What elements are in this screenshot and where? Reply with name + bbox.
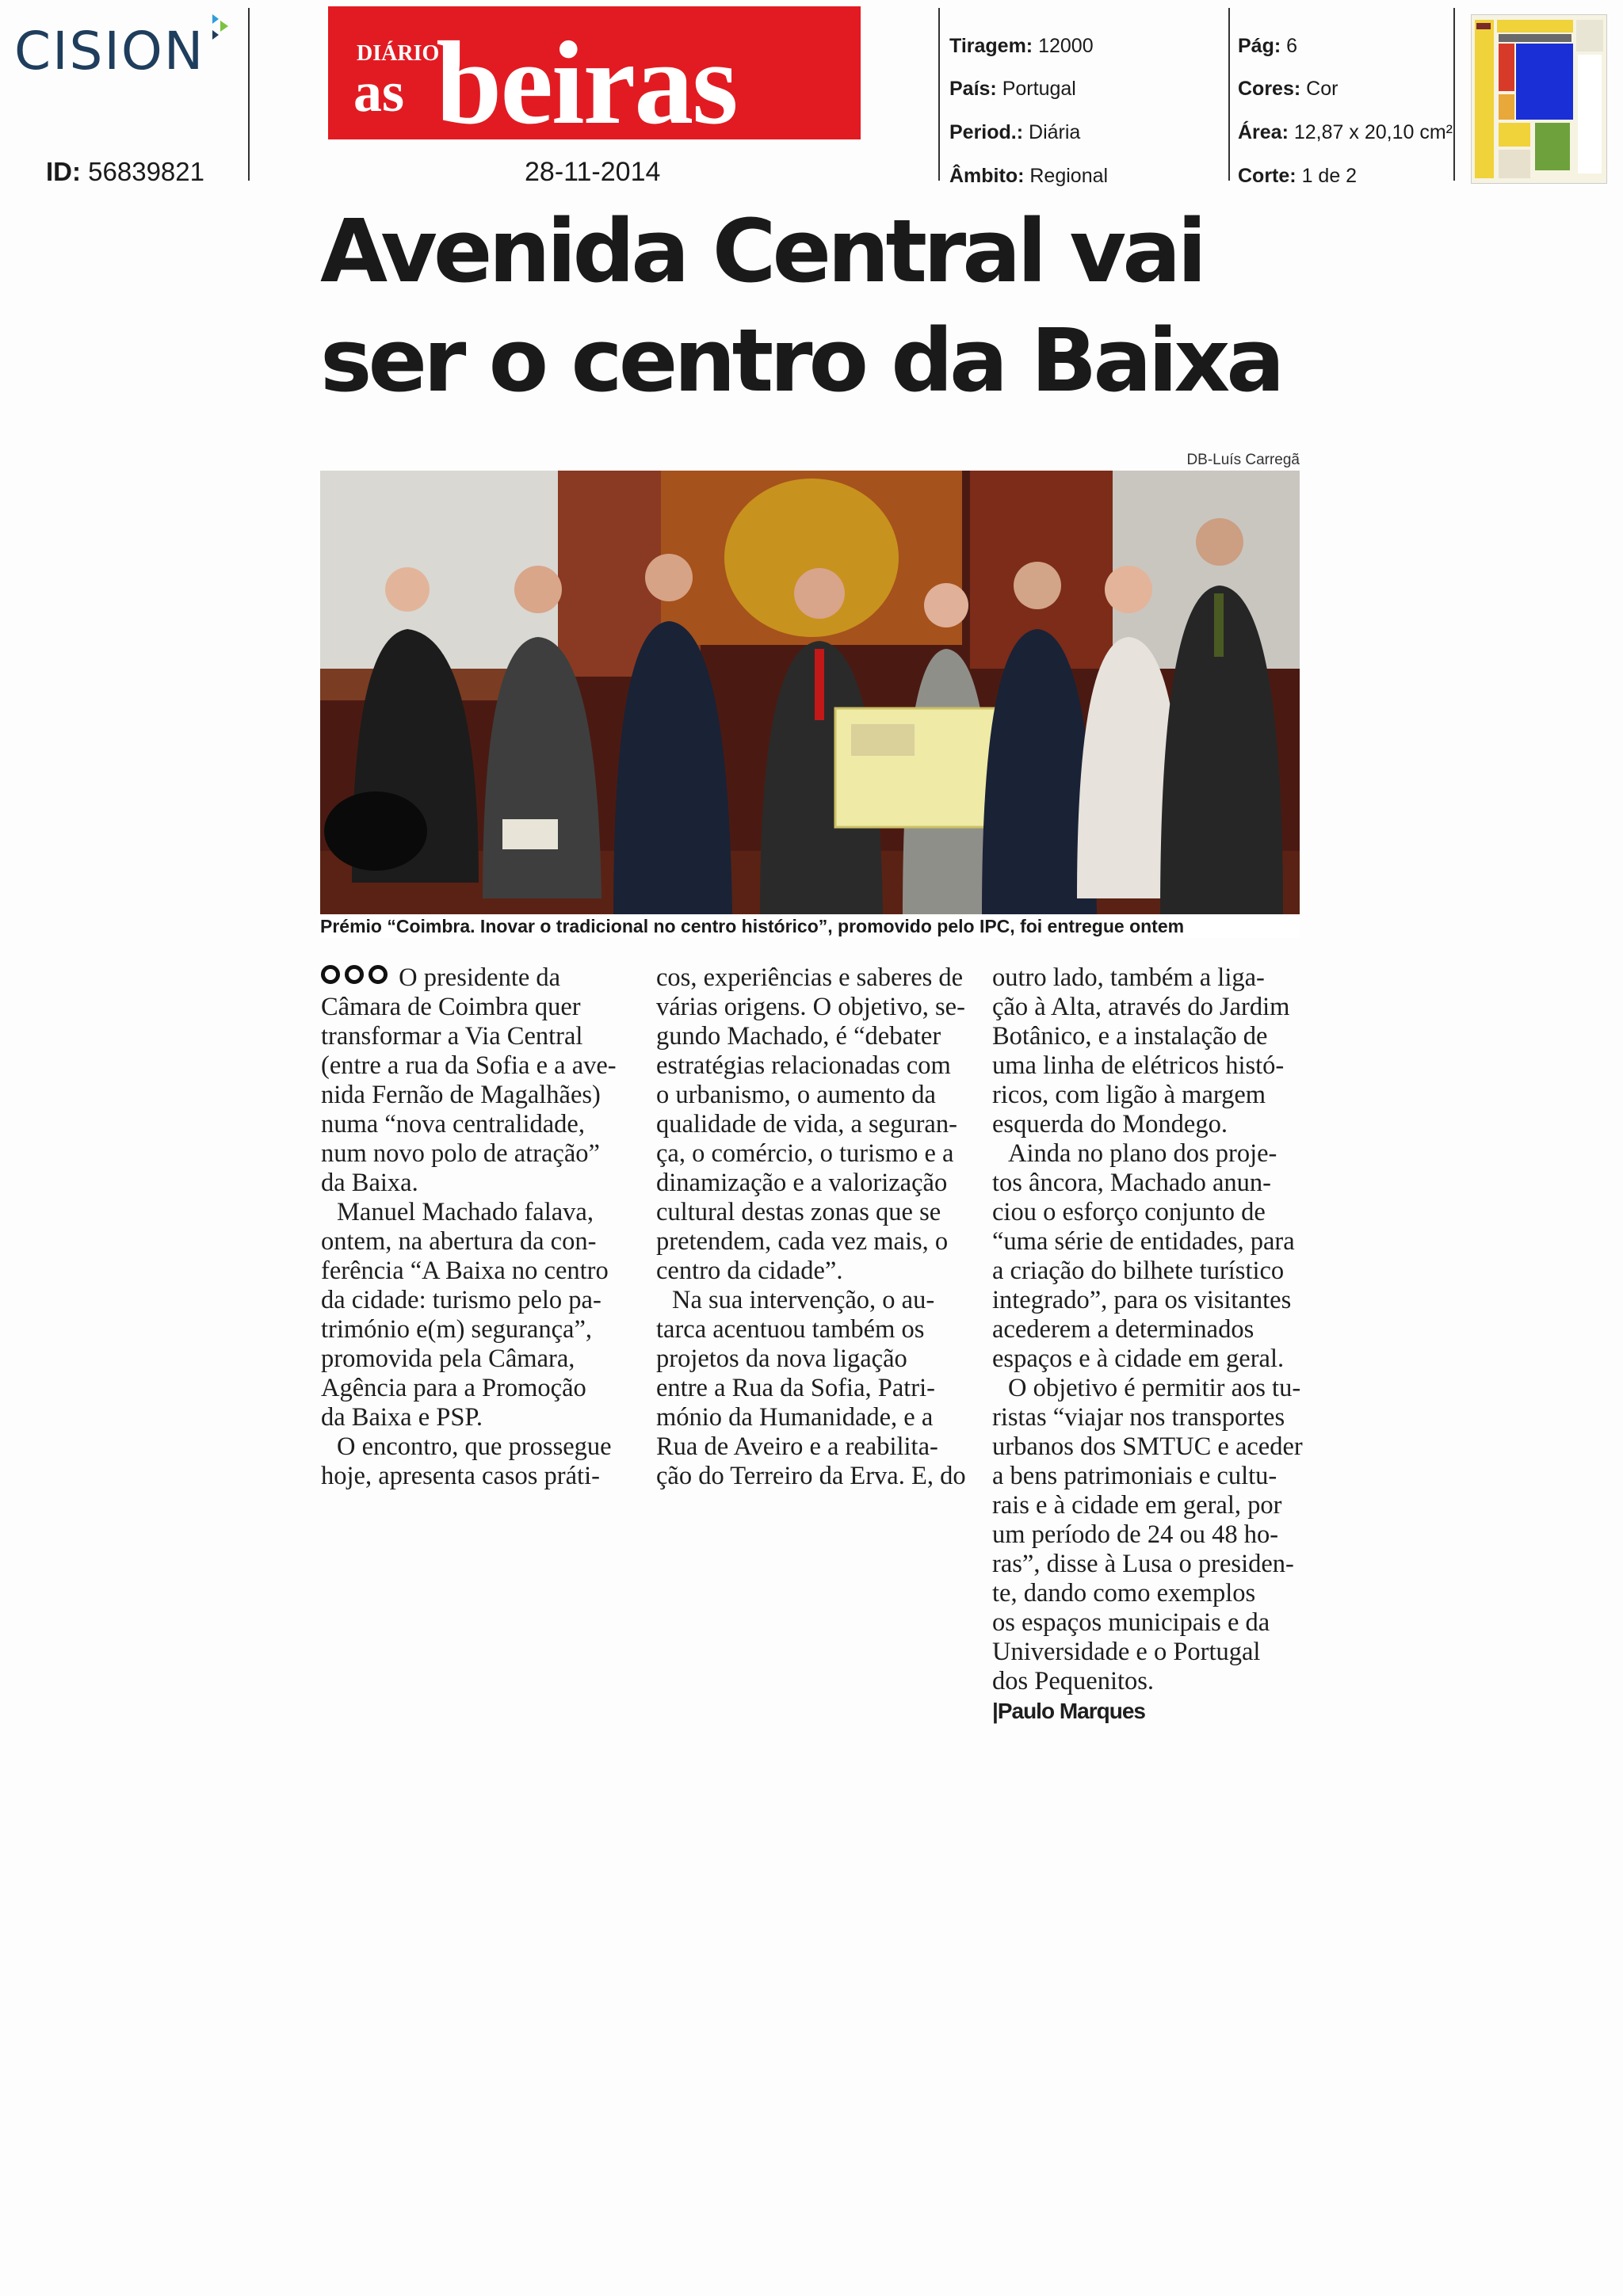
meta-period: Period.: Diária xyxy=(949,121,1081,143)
text-line: hoje, apresenta casos práti- xyxy=(321,1462,600,1490)
cision-mark-icon xyxy=(211,13,235,41)
publication-date: 28-11-2014 xyxy=(525,157,661,187)
text-line: estratégias relacionadas com xyxy=(656,1051,951,1080)
text-line: O objetivo é permitir aos tu- xyxy=(1008,1374,1301,1402)
text-line: tarca acentuou também os xyxy=(656,1315,925,1344)
text-line: pretendem, cada vez mais, o xyxy=(656,1227,949,1256)
text-line: gundo Machado, é “debater xyxy=(656,1022,941,1051)
headline-line: ser o centro da Baixa xyxy=(320,310,1281,411)
meta-tiragem: Tiragem: 12000 xyxy=(949,35,1094,57)
text-line: a criação do bilhete turístico xyxy=(992,1257,1285,1285)
text-line: o urbanismo, o aumento da xyxy=(656,1081,936,1109)
text-line: tos âncora, Machado anun- xyxy=(992,1169,1271,1197)
text-line: Manuel Machado falava, xyxy=(337,1198,594,1226)
text-line: da cidade: turismo pelo pa- xyxy=(321,1286,601,1314)
article-column-3 xyxy=(992,963,1301,1726)
text-line: outro lado, também a liga- xyxy=(992,963,1265,992)
text-line: acederem a determinados xyxy=(992,1315,1254,1344)
byline: |Paulo Marques xyxy=(992,1699,1145,1723)
text-line: Câmara de Coimbra quer xyxy=(321,993,581,1021)
text-line: promovida pela Câmara, xyxy=(321,1344,575,1373)
text-line: ontem, na abertura da con- xyxy=(321,1227,597,1256)
photo-credit: DB-Luís Carregã xyxy=(1186,452,1300,468)
divider xyxy=(938,8,940,181)
meta-pag: Pág: 6 xyxy=(1238,35,1298,57)
text-line: num novo polo de atração” xyxy=(321,1139,600,1168)
text-line: Botânico, e a instalação de xyxy=(992,1022,1268,1051)
text-line: (entre a rua da Sofia e a ave- xyxy=(321,1051,617,1080)
text-line: esquerda do Mondego. xyxy=(992,1110,1228,1138)
meta-ambito: Âmbito: Regional xyxy=(949,165,1109,187)
photo-caption: Prémio “Coimbra. Inovar o tradicional no centro histórico”, promovido pelo IPC, foi entregue ontem xyxy=(320,914,1300,938)
page-thumbnail xyxy=(1471,14,1607,184)
meta-area: Área: 12,87 x 20,10 cm² xyxy=(1238,121,1453,143)
text-line: cos, experiências e saberes de xyxy=(656,963,964,992)
text-line: espaços e à cidade em geral. xyxy=(992,1344,1285,1373)
text-line: Universidade e o Portugal xyxy=(992,1638,1261,1666)
text-line: entre a Rua da Sofia, Patri- xyxy=(656,1374,935,1402)
text-line: mónio da Humanidade, e a xyxy=(656,1403,934,1432)
text-line: integrado”, para os visitantes xyxy=(992,1286,1292,1314)
article-column-1 xyxy=(321,963,630,1491)
divider xyxy=(1228,8,1230,181)
meta-corte: Corte: 1 de 2 xyxy=(1238,165,1358,187)
text-line: ricos, com ligão à margem xyxy=(992,1081,1266,1109)
masthead: DIÁRIO as beiras xyxy=(328,6,861,139)
cision-logo: CISION xyxy=(14,21,205,82)
text-line: centro da cidade”. xyxy=(656,1257,843,1285)
text-line: ção do Terreiro da Erva. E, do xyxy=(656,1462,966,1490)
text-line: urbanos dos SMTUC e aceder xyxy=(992,1432,1303,1461)
text-line: Rua de Aveiro e a reabilita- xyxy=(656,1432,938,1461)
text-line: várias origens. O objetivo, se- xyxy=(656,993,965,1021)
bullet-icon xyxy=(321,963,392,992)
text-line: O encontro, que prossegue xyxy=(337,1432,612,1461)
meta-cores: Cores: Cor xyxy=(1238,78,1338,100)
text-line: rais e à cidade em geral, por xyxy=(992,1491,1282,1520)
headline-line: Avenida Central vai xyxy=(320,200,1204,302)
text-line: trimónio e(m) segurança”, xyxy=(321,1315,593,1344)
text-line: Ainda no plano dos proje- xyxy=(1008,1139,1277,1168)
clip-id: ID: 56839821 xyxy=(46,157,204,186)
headline xyxy=(320,196,1350,415)
article-column-2 xyxy=(656,963,965,1491)
text-line: da Baixa e PSP. xyxy=(321,1403,483,1432)
text-line: a bens patrimoniais e cultu- xyxy=(992,1462,1277,1490)
text-line: Na sua intervenção, o au- xyxy=(672,1286,935,1314)
text-line: Agência para a Promoção xyxy=(321,1374,586,1402)
article-photo xyxy=(320,471,1300,914)
text-line: ras”, disse à Lusa o presiden- xyxy=(992,1550,1294,1578)
divider xyxy=(248,8,250,181)
text-line: qualidade de vida, a seguran- xyxy=(656,1110,957,1138)
text-line: ciou o esforço conjunto de xyxy=(992,1198,1266,1226)
text-line: ça, o comércio, o turismo e a xyxy=(656,1139,954,1168)
text-line: ção à Alta, através do Jardim xyxy=(992,993,1290,1021)
text-line: numa “nova centralidade, xyxy=(321,1110,585,1138)
text-line: te, dando como exemplos xyxy=(992,1579,1256,1608)
text-line: dos Pequenitos. xyxy=(992,1667,1155,1695)
text-line: os espaços municipais e da xyxy=(992,1608,1270,1637)
text-line: O presidente da xyxy=(321,963,630,993)
text-line: ferência “A Baixa no centro xyxy=(321,1257,609,1285)
text-line: “uma série de entidades, para xyxy=(992,1227,1295,1256)
text-line: um período de 24 ou 48 ho- xyxy=(992,1520,1279,1549)
text-line: uma linha de elétricos histó- xyxy=(992,1051,1285,1080)
meta-pais: País: Portugal xyxy=(949,78,1076,100)
text-line: dinamização e a valorização xyxy=(656,1169,948,1197)
text-line: nida Fernão de Magalhães) xyxy=(321,1081,601,1109)
text-line: transformar a Via Central xyxy=(321,1022,583,1051)
divider xyxy=(1453,8,1455,181)
text-line: da Baixa. xyxy=(321,1169,418,1197)
text-line: cultural destas zonas que se xyxy=(656,1198,941,1226)
text-line: ristas “viajar nos transportes xyxy=(992,1403,1285,1432)
text-line: projetos da nova ligação xyxy=(656,1344,907,1373)
